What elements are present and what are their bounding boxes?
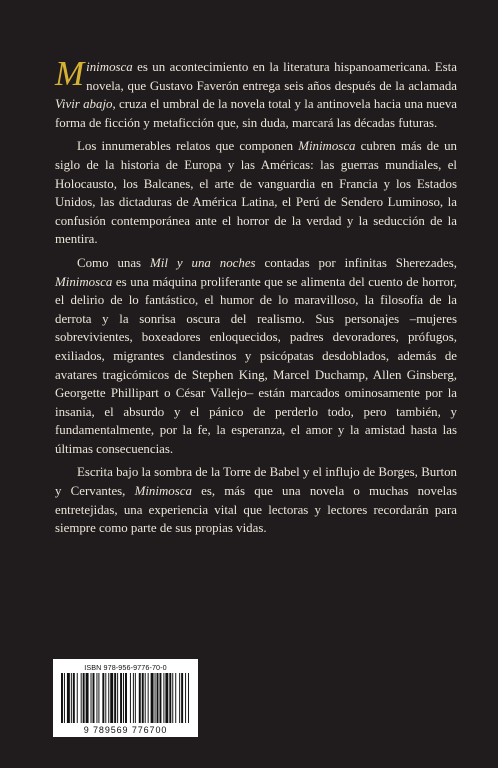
barcode-bar <box>102 673 104 723</box>
barcode-digits: 9 789569 776700 <box>83 725 168 735</box>
barcode-bar <box>172 673 173 723</box>
barcode-bar <box>91 673 92 723</box>
work-title: Minimosca <box>298 139 356 154</box>
barcode-bar <box>148 673 149 723</box>
barcode-bar <box>120 673 122 723</box>
barcode-bar <box>188 673 189 723</box>
barcode-bar <box>67 673 70 723</box>
isbn-label: ISBN 978-956-9776-70-0 <box>84 663 167 672</box>
barcode-bar <box>135 673 136 723</box>
paragraph-text: Escrita bajo la sombra de la Torre de Babel y el influjo de Borges, Burton y Cervantes, <box>55 465 457 499</box>
paragraph-text: es una máquina proliferante que se alimenta del cuento de horror, el delirio de lo fantástico, el humor de lo maravilloso, la filosofía de la derrota y la sonrisa oscura del realismo. Sus personajes –mujeres sobrevivientes, boxeadores enloquecidos, padres devoradores, prófugos, exiliados, migrantes clandestinos y psicópatas desdoblados, además de avatares tragicómicos de Stephen King, Marcel Duchamp, Allen Ginsberg, Georgette Phillipart o César Vallejo– están marcados ominosamente por la insania, el absurdo y el pánico de perderlo todo, pero también, y fundamentalmente, por la fe, la esperanza, el amor y la amistad hasta las últimas consecuencias. <box>55 274 457 456</box>
work-title: Mil y una noches <box>150 255 256 270</box>
barcode-bar <box>133 673 134 723</box>
barcode-bar <box>175 673 176 723</box>
paragraph-text: Como unas <box>77 255 151 270</box>
barcode-bar <box>151 673 154 723</box>
barcode-bar <box>163 673 164 723</box>
barcode-bar <box>159 673 161 723</box>
barcode-bars <box>61 673 190 723</box>
barcode-bar <box>139 673 141 723</box>
paragraph-2 <box>55 137 457 249</box>
barcode-bar <box>83 673 85 723</box>
paragraph-text: cubren más de un siglo de la historia de Europa y las Américas: las guerras mundiales, el Holocausto, los Balcanes, el arte de vanguardia en Francia y los Estados Unidos, las dictaduras de América Latina, el Perú de Sendero Luminoso, la confusión contemporánea ante el horror de la verdad y la seducción de la mentira. <box>55 139 457 247</box>
paragraph-text: es un acontecimiento en la literatura hispanoamericana. Esta novela, que Gustavo Faverón entrega seis años después de la aclamada <box>86 60 457 93</box>
paragraph-text: es, más que una novela o muchas novelas entretejidas, una experiencia vital que lectoras y lectores recordarán para siempre como parte de sus propias vidas. <box>55 484 457 536</box>
barcode-bar <box>64 673 65 723</box>
barcode-bar <box>96 673 97 723</box>
barcode-bar <box>145 673 146 723</box>
paragraph-text: , cruza el umbral de la novela total y la antinovela hacia una nueva forma de ficción y metaficción que, sin duda, marcará las décadas futuras. <box>55 97 457 130</box>
barcode-bar <box>155 673 156 723</box>
work-title: Vivir abajo <box>55 97 113 112</box>
barcode-bar <box>81 673 82 723</box>
barcode-bar <box>181 673 183 723</box>
barcode-bar <box>105 673 106 723</box>
isbn-barcode <box>53 659 198 737</box>
barcode-bar <box>114 673 116 723</box>
barcode-bar <box>77 673 78 723</box>
barcode-bar <box>157 673 159 723</box>
barcode-bar <box>108 673 109 723</box>
barcode-bar <box>110 673 113 723</box>
barcode-bar <box>142 673 144 723</box>
drop-cap: M <box>55 54 85 93</box>
work-title: Minimosca <box>55 274 113 289</box>
barcode-bar <box>61 673 63 723</box>
barcode-bar <box>123 673 124 723</box>
barcode-bar <box>130 673 131 723</box>
barcode-bar <box>98 673 99 723</box>
barcode-bar <box>169 673 171 723</box>
barcode-bar <box>93 673 95 723</box>
work-title: Minimosca <box>134 484 192 499</box>
paragraph-text: contadas por infinitas Sherezades, <box>255 255 458 270</box>
barcode-bar <box>125 673 127 723</box>
title-mention: inimosca <box>86 60 133 74</box>
barcode-bar <box>73 673 75 723</box>
barcode-bar <box>179 673 180 723</box>
barcode-bar <box>71 673 72 723</box>
barcode-bar <box>185 673 186 723</box>
barcode-bar <box>86 673 89 723</box>
barcode-bar <box>117 673 118 723</box>
paragraph-4 <box>55 463 457 537</box>
synopsis-text <box>55 54 458 538</box>
paragraph-1 <box>55 54 457 132</box>
barcode-bar <box>165 673 168 723</box>
paragraph-text: Los innumerables relatos que componen <box>77 139 299 154</box>
paragraph-3 <box>55 254 457 459</box>
